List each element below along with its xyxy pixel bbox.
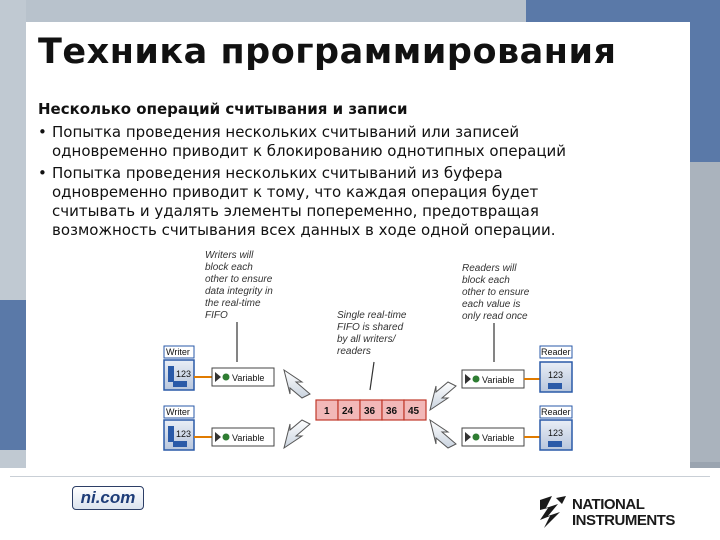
readers-note (462, 263, 530, 322)
writer-label: Writer (166, 347, 190, 357)
bullet-line: Попытка проведения нескольких считываний из буфера (52, 164, 503, 182)
variable-globe-icon (473, 376, 480, 383)
writer-block-bottom (164, 406, 274, 450)
fifo-note-line: Single real-time (337, 310, 407, 321)
variable-label: Variable (482, 433, 515, 443)
reader-dbl-icon (548, 441, 562, 447)
writer-dbl-icon (173, 441, 187, 447)
national-instruments-logo (538, 494, 678, 534)
bullet-line: одновременно приводит к тому, что каждая операция будет (52, 183, 539, 201)
writer-arrow-icon (168, 426, 174, 442)
variable-label: Variable (232, 373, 265, 383)
read-arrow-top (430, 382, 456, 410)
writers-note-line: other to ensure (205, 274, 273, 285)
variable-globe-icon (223, 434, 230, 441)
writers-note-line: block each (205, 262, 253, 273)
readers-note-line: only read once (462, 311, 528, 322)
brand-line-1: NATIONAL (572, 496, 645, 513)
writers-note-line: FIFO (205, 310, 228, 321)
writer-label: Writer (166, 407, 190, 417)
bullet-line: считывать и удалять элементы попеременно, предотвращая (52, 202, 539, 220)
footer-divider (10, 476, 710, 477)
writers-note (205, 250, 273, 321)
writer-block-top (164, 346, 274, 390)
variable-globe-icon (473, 434, 480, 441)
read-arrow-bottom (430, 420, 456, 448)
brand-line-2: INSTRUMENTS (572, 512, 675, 529)
reader-numeric-value: 123 (548, 428, 564, 438)
variable-label: Variable (232, 433, 265, 443)
reader-dbl-icon (548, 383, 562, 389)
readers-note-line: block each (462, 275, 510, 286)
fifo-note-pointer (370, 362, 374, 390)
writer-dbl-icon (173, 381, 187, 387)
fifo-value: 36 (364, 406, 376, 417)
fifo-note-line: FIFO is shared (337, 322, 404, 333)
readers-note-line: other to ensure (462, 287, 530, 298)
fifo-buffer (316, 400, 426, 420)
fifo-value: 36 (386, 406, 398, 417)
reader-block-top (462, 346, 572, 392)
readers-note-line: Readers will (462, 263, 517, 274)
fifo-value: 1 (324, 406, 330, 417)
reader-block-bottom (462, 406, 572, 450)
slide-subtitle: Несколько операций считывания и записи (38, 100, 408, 118)
bullet-line: возможность считывания всех данных в ходе одной операции. (52, 221, 556, 239)
readers-note-line: each value is (462, 299, 521, 310)
fifo-note-line: readers (337, 346, 371, 357)
write-arrow-top (284, 370, 310, 398)
reader-numeric-value: 123 (548, 370, 564, 380)
write-arrow-bottom (284, 420, 310, 448)
writer-numeric-value: 123 (176, 429, 192, 439)
ni-eagle-icon (538, 494, 568, 530)
writers-note-line: Writers will (205, 250, 254, 261)
bullet-mark: • (38, 164, 47, 182)
writers-note-line: data integrity in (205, 286, 273, 297)
fifo-value: 45 (408, 406, 420, 417)
writer-numeric-value: 123 (176, 369, 192, 379)
fifo-note-line: by all writers/ (337, 334, 396, 345)
ni-com-link[interactable]: ni.com (72, 486, 144, 510)
bullet-line: Попытка проведения нескольких считываний или записей (52, 123, 520, 141)
writers-note-line: the real-time (205, 298, 261, 309)
fifo-value: 24 (342, 406, 354, 417)
bullet-mark: • (38, 123, 47, 141)
reader-label: Reader (541, 407, 571, 417)
reader-label: Reader (541, 347, 571, 357)
slide-title: Техника программирования (38, 32, 617, 72)
variable-globe-icon (223, 374, 230, 381)
fifo-note (337, 310, 407, 357)
variable-label: Variable (482, 375, 515, 385)
bullet-line: одновременно приводит к блокированию однотипных операций (52, 142, 567, 160)
writer-arrow-icon (168, 366, 174, 382)
